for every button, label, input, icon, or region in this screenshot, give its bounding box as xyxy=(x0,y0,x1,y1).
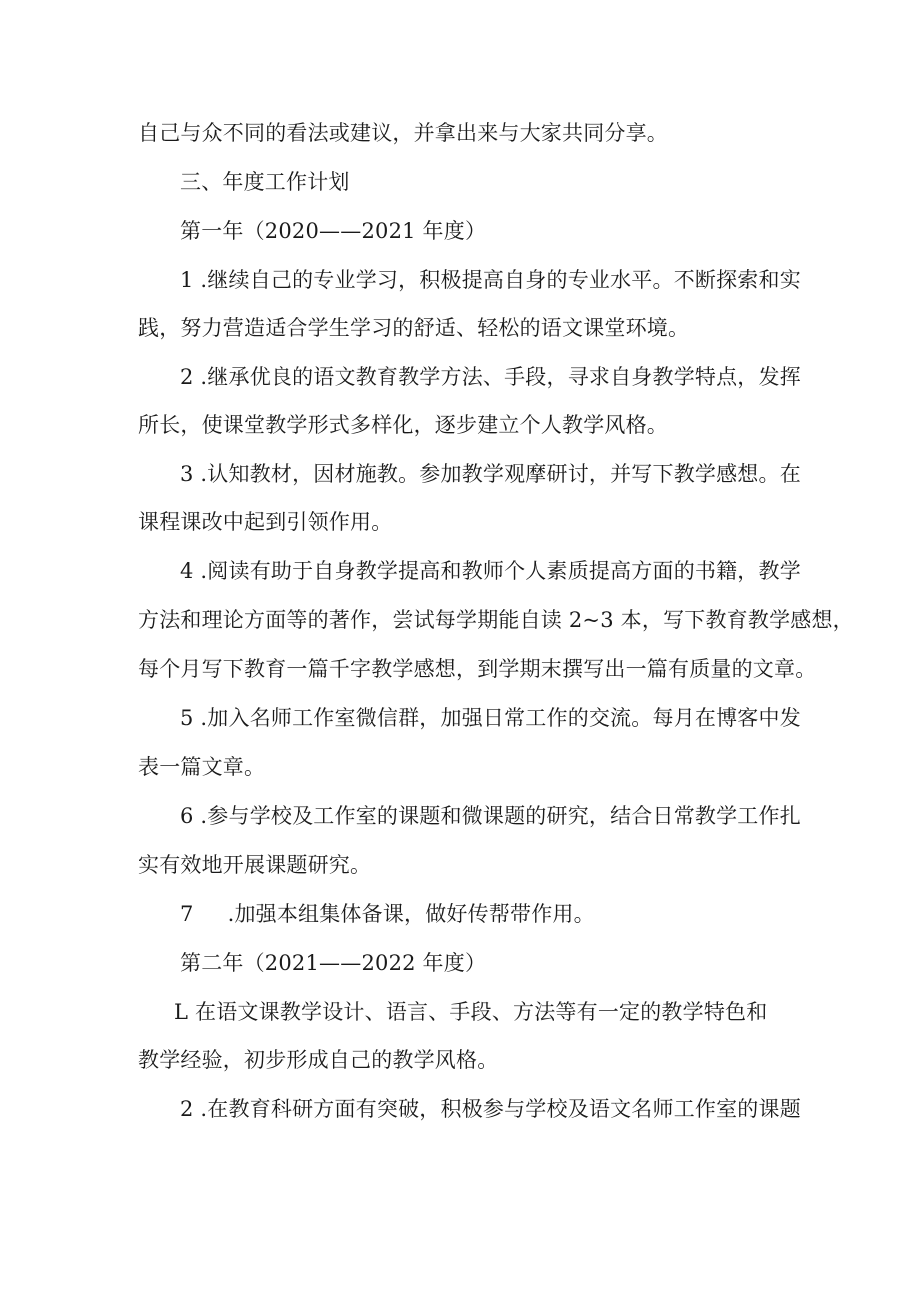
list-number: 7 xyxy=(180,902,194,926)
paragraph-line: 所长，使课堂教学形式多样化，逐步建立个人教学风格。 xyxy=(138,413,668,437)
paragraph-line: 4 .阅读有助于自身教学提高和教师个人素质提高方面的书籍，教学 xyxy=(180,559,801,583)
paragraph-line: 每个月写下教育一篇千字教学感想，到学期末撰写出一篇有质量的文章。 xyxy=(138,657,817,681)
paragraph-line: 1 .继续自己的专业学习，积极提高自身的专业水平。不断探索和实 xyxy=(180,268,801,292)
paragraph-line: 自己与众不同的看法或建议，并拿出来与大家共同分享。 xyxy=(138,121,668,145)
year-heading: 第一年（2020——2021 年度） xyxy=(180,219,487,243)
paragraph-line: 2 .继承优良的语文教育教学方法、手段，寻求自身教学特点，发挥 xyxy=(180,365,801,389)
paragraph-line: 6 .参与学校及工作室的课题和微课题的研究，结合日常教学工作扎 xyxy=(180,804,801,828)
section-heading: 三、年度工作计划 xyxy=(180,170,350,194)
paragraph-line: L 在语文课教学设计、语言、手段、方法等有一定的教学特色和 xyxy=(174,1000,768,1024)
paragraph-line: 3 .认知教材，因材施教。参加教学观摩研讨，并写下教学感想。在 xyxy=(180,462,801,486)
list-text: .加强本组集体备课，做好传帮带作用。 xyxy=(227,902,595,926)
paragraph-line: 表一篇文章。 xyxy=(138,755,266,779)
paragraph-line: 课程课改中起到引领作用。 xyxy=(138,510,393,534)
paragraph-line xyxy=(180,899,595,929)
paragraph-line: 方法和理论方面等的著作，尝试每学期能自读 2~3 本，写下教育教学感想， xyxy=(138,608,854,632)
paragraph-line: 实有效地开展课题研究。 xyxy=(138,853,372,877)
year-heading: 第二年（2021——2022 年度） xyxy=(180,951,487,975)
paragraph-line: 践，努力营造适合学生学习的舒适、轻松的语文课堂环境。 xyxy=(138,316,690,340)
paragraph-line: 5 .加入名师工作室微信群，加强日常工作的交流。每月在博客中发 xyxy=(180,706,801,730)
paragraph-line: 2 .在教育科研方面有突破，积极参与学校及语文名师工作室的课题 xyxy=(180,1097,801,1121)
paragraph-line: 教学经验，初步形成自己的教学风格。 xyxy=(138,1048,499,1072)
